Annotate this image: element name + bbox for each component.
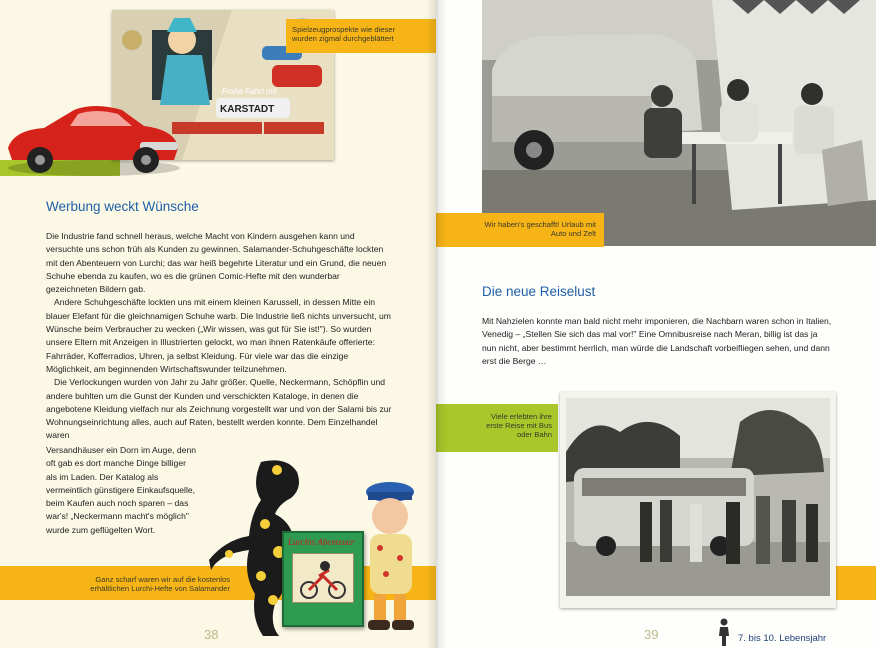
caption-bottom: Ganz scharf waren wir auf die kostenlos erhältlichen Lurchi-Hefte von Salamander <box>90 575 230 593</box>
paragraph-1: Die Industrie fand schnell heraus, welche Macht von Kindern ausgehen kann und versuchte uns schon früh als Kunden zu gewinnen. Salamander-Schuhgeschäfte lockten mit den Abenteuern von Lurchi; das war heiß begehrte Literatur und ein Grund, die neuen Schuhe ebenda zu kaufen, wo es die grünen Comic-Hefte mit den wunderbar gezeichneten Bildern gab. <box>46 231 387 295</box>
page-number-left: 38 <box>204 627 219 642</box>
right-page <box>436 0 876 648</box>
camping-photo <box>482 0 876 246</box>
body-text-right: Mit Nahzielen konnte man bald nicht mehr imponieren, die Nachbarn waren schon in Italien, Venedig – „Stellen Sie sich das mal vor!" Eine Omnibusreise nach Meran, billig ist das ja nun nicht, aber bestimmt herrlich, man würde die Landschaft vorbeifliegen sehen, und dann erst die Berge … <box>482 316 832 366</box>
bus-scene-illustration <box>560 392 836 608</box>
camping-scene-illustration <box>482 0 876 246</box>
paragraph-3-narrow: Versandhäuser ein Dorn im Auge, denn oft gab es dort manche Dinge billiger als im Laden. Der Katalog als vermeintlich günstigere Einkaufsquelle, beim Kaufen auch noch sparen – das war's! „Neckermann macht's möglich" wurde zum geflügelten Wort. <box>46 445 197 535</box>
chapter-label: 7. bis 10. Lebensjahr <box>738 633 827 644</box>
toy-dwarf-figure <box>356 478 426 636</box>
heading-reiselust: Die neue Reiselust <box>482 284 596 299</box>
brochure-brand: KARSTADT <box>220 104 275 115</box>
red-toy-car-illustration <box>4 96 184 180</box>
book-gutter <box>426 0 448 648</box>
caption-top: Spielzeugprospekte wie dieser wurden zigmal durchgeblättert <box>292 25 395 43</box>
lurchi-book <box>282 531 364 627</box>
paragraph-3: Die Verlockungen wurden von Jahr zu Jahr größer. Quelle, Neckermann, Schöpflin und andere buhlten um die Gunst der Kunden und verschickten Kataloge, in denen die angebotene Kleidung vielfach nur als Zeichnung vorgestellt war und von der Salami bis zur Wohnungseinrichtung alles, auch auf Raten, bestellt werden konnte. Dem Einzelhandel waren <box>46 377 392 441</box>
bus-photo <box>560 392 836 608</box>
child-figure-icon <box>716 618 732 646</box>
left-page <box>0 0 436 648</box>
book-title: Lurchis Abenteuer <box>288 537 355 547</box>
page-number-right: 39 <box>644 627 659 642</box>
brochure-line: Frohe Fahrt mit <box>222 87 277 96</box>
paragraph-2: Andere Schuhgeschäfte lockten uns mit einem kleinen Karussell, in dessen Mitte ein blauer Elefant für die gleichnamigen Schuhe warb. Die Industrie ließ nichts unversucht, um Wünsche beim Verbraucher zu wecken („Wir wissen, was gut für Sie ist!"). So wurden unsere Eltern mit Anzeigen in Illustrierten gelockt, wo man ihnen Ratenkäufe offerierte: Fahrräder, Kofferradios, Uhren, ja selbst Kleidung. Für viele war das die einzige Möglichkeit, am beginnenden Wirtschaftswunder teilzunehmen. <box>46 297 391 374</box>
caption-camping: Wir haben's geschafft! Urlaub mit Auto und Zelt <box>484 220 596 238</box>
heading-werbung: Werbung weckt Wünsche <box>46 199 199 214</box>
caption-bus: Viele erlebten ihre erste Reise mit Bus oder Bahn <box>486 412 552 439</box>
book-cover-illustration <box>292 553 354 603</box>
body-text-left <box>46 230 392 443</box>
motorcycle-illustration <box>293 554 353 602</box>
